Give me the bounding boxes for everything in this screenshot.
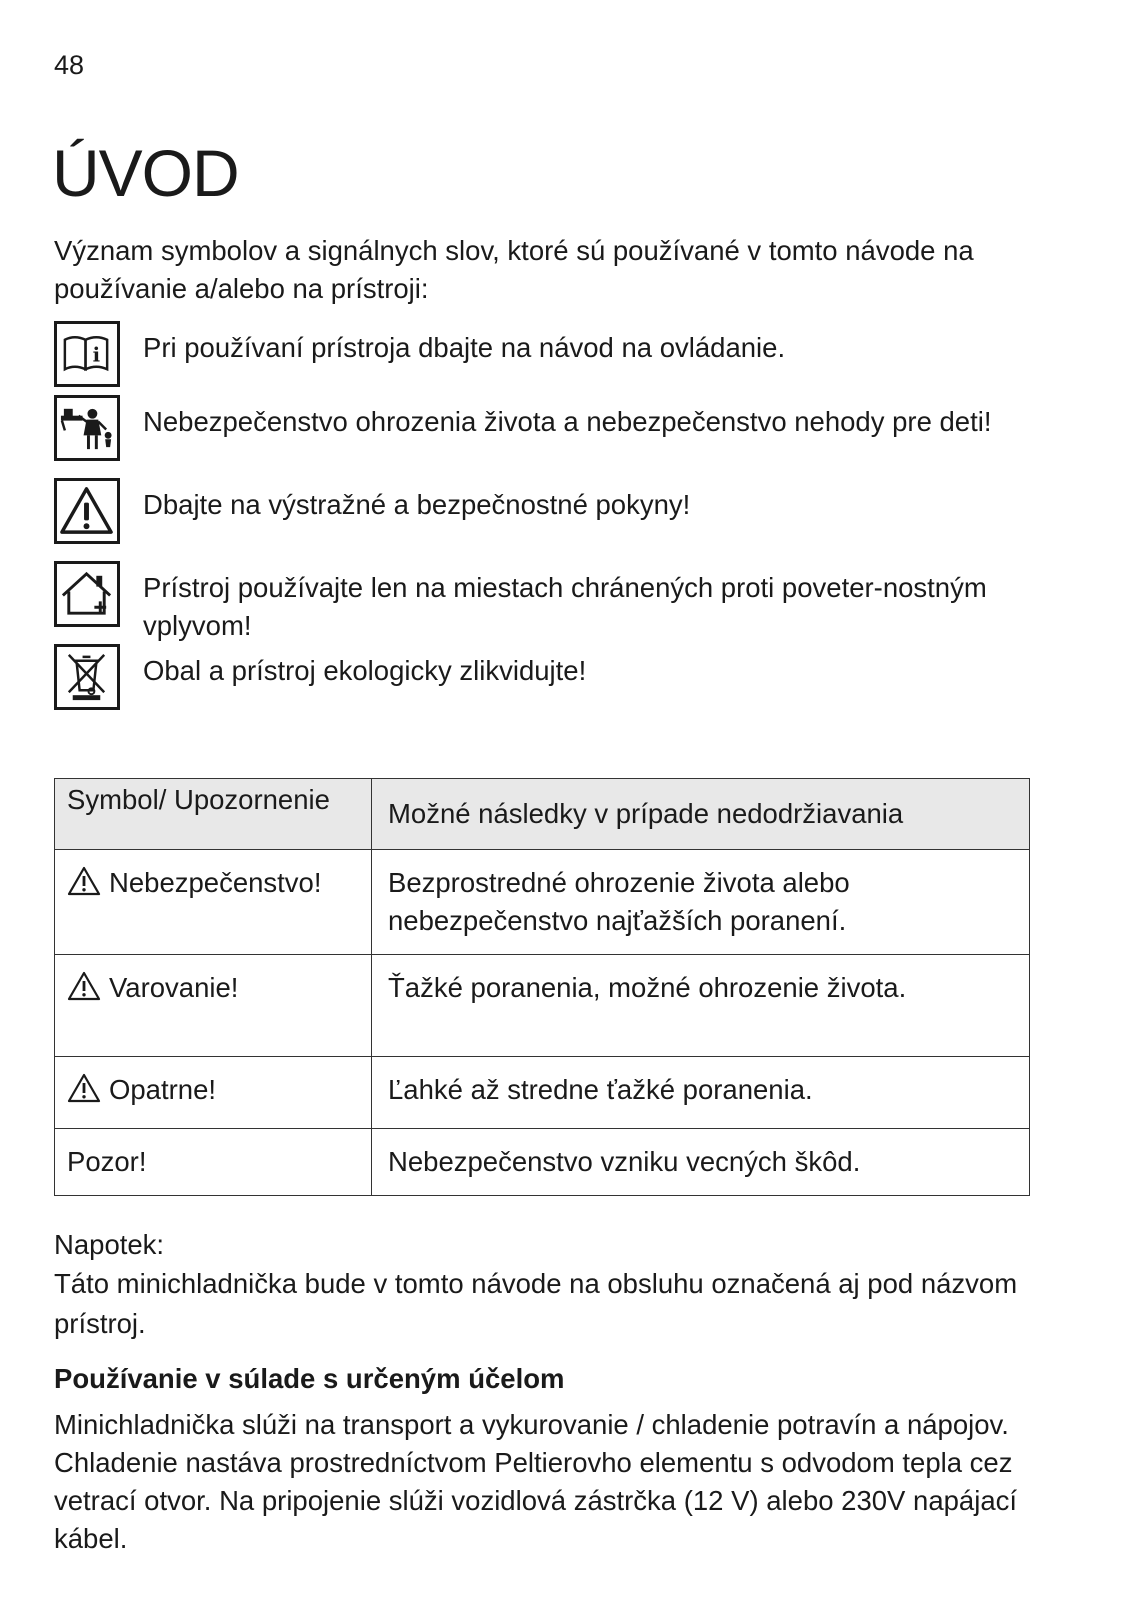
indoor-use-icon [54, 561, 120, 627]
warning-triangle-icon [67, 971, 101, 1001]
table-cell-consequence: Ľahké až stredne ťažké poranenia. [372, 1057, 1030, 1129]
symbol-item-manual [54, 321, 1054, 395]
symbol-text-indoor: Prístroj používajte len na miestach chránených proti poveter-nostným vplyvom! [143, 572, 987, 641]
child-danger-icon [54, 395, 120, 461]
table-cell-consequence: Ťažké poranenia, možné ohrozenie života. [372, 955, 1030, 1057]
symbol-text-manual: Pri používaní prístroja dbajte na návod na ovládanie. [143, 332, 786, 363]
symbol-text-warning: Dbajte na výstražné a bezpečnostné pokyny! [143, 489, 691, 520]
table-cell-signal: Pozor! [55, 1129, 372, 1196]
table-row [55, 850, 1030, 955]
symbol-item-disposal [54, 644, 1054, 718]
table-header-symbol: Symbol/ Upozornenie [55, 779, 372, 850]
warning-triangle-icon [54, 478, 120, 544]
signal-word: Opatrne! [109, 1074, 217, 1105]
symbol-text-child-danger: Nebezpečenstvo ohrozenia života a nebezpečenstvo nehody pre deti! [143, 406, 992, 437]
table-cell-signal [55, 1057, 372, 1129]
weee-disposal-icon [54, 644, 120, 710]
intro-text: Význam symbolov a signálnych slov, ktoré sú používané v tomto návode na používanie a/alebo na prístroji: [54, 235, 974, 304]
symbol-item-warning [54, 478, 1054, 552]
table-row [55, 1129, 1030, 1196]
symbol-text-disposal: Obal a prístroj ekologicky zlikvidujte! [143, 655, 587, 686]
symbol-item-child-danger [54, 395, 1054, 469]
table-row [55, 955, 1030, 1057]
page-title: ÚVOD [52, 136, 239, 210]
svg-text:i: i [92, 343, 101, 367]
signal-word-table [54, 778, 1030, 1196]
section-heading: Používanie v súlade s určeným účelom [54, 1363, 565, 1394]
table-cell-consequence: Bezprostredné ohrozenie života alebo nebezpečenstvo najťažších poranení. [372, 850, 1030, 955]
table-cell-signal [55, 955, 372, 1057]
table-row [55, 1057, 1030, 1129]
warning-triangle-icon [67, 1073, 101, 1103]
table-header-row [55, 779, 1030, 850]
section-text: Minichladnička slúži na transport a vykurovanie / chladenie potravín a nápojov. Chladenie nastáva prostredníctvom Peltierovho elementu s odvodom tepla cez vetrací otvor. Na pripojenie slúži vozidlová zástrčka (12 V) alebo 230V napájací kábel. [54, 1409, 1018, 1554]
signal-word: Varovanie! [109, 972, 239, 1003]
table-cell-consequence: Nebezpečenstvo vzniku vecných škôd. [372, 1129, 1030, 1196]
signal-word: Nebezpečenstvo! [109, 867, 322, 898]
note-text: Táto minichladnička bude v tomto návode na obsluhu označená aj pod názvom prístroj. [54, 1268, 1018, 1339]
note-label: Napotek: [54, 1229, 165, 1260]
symbol-item-indoor [54, 561, 1054, 641]
warning-triangle-icon [67, 866, 101, 896]
table-header-consequence: Možné následky v prípade nedodržiavania [372, 779, 1030, 850]
page-number: 48 [54, 50, 85, 80]
table-cell-signal [55, 850, 372, 955]
manual-info-icon [54, 321, 120, 387]
